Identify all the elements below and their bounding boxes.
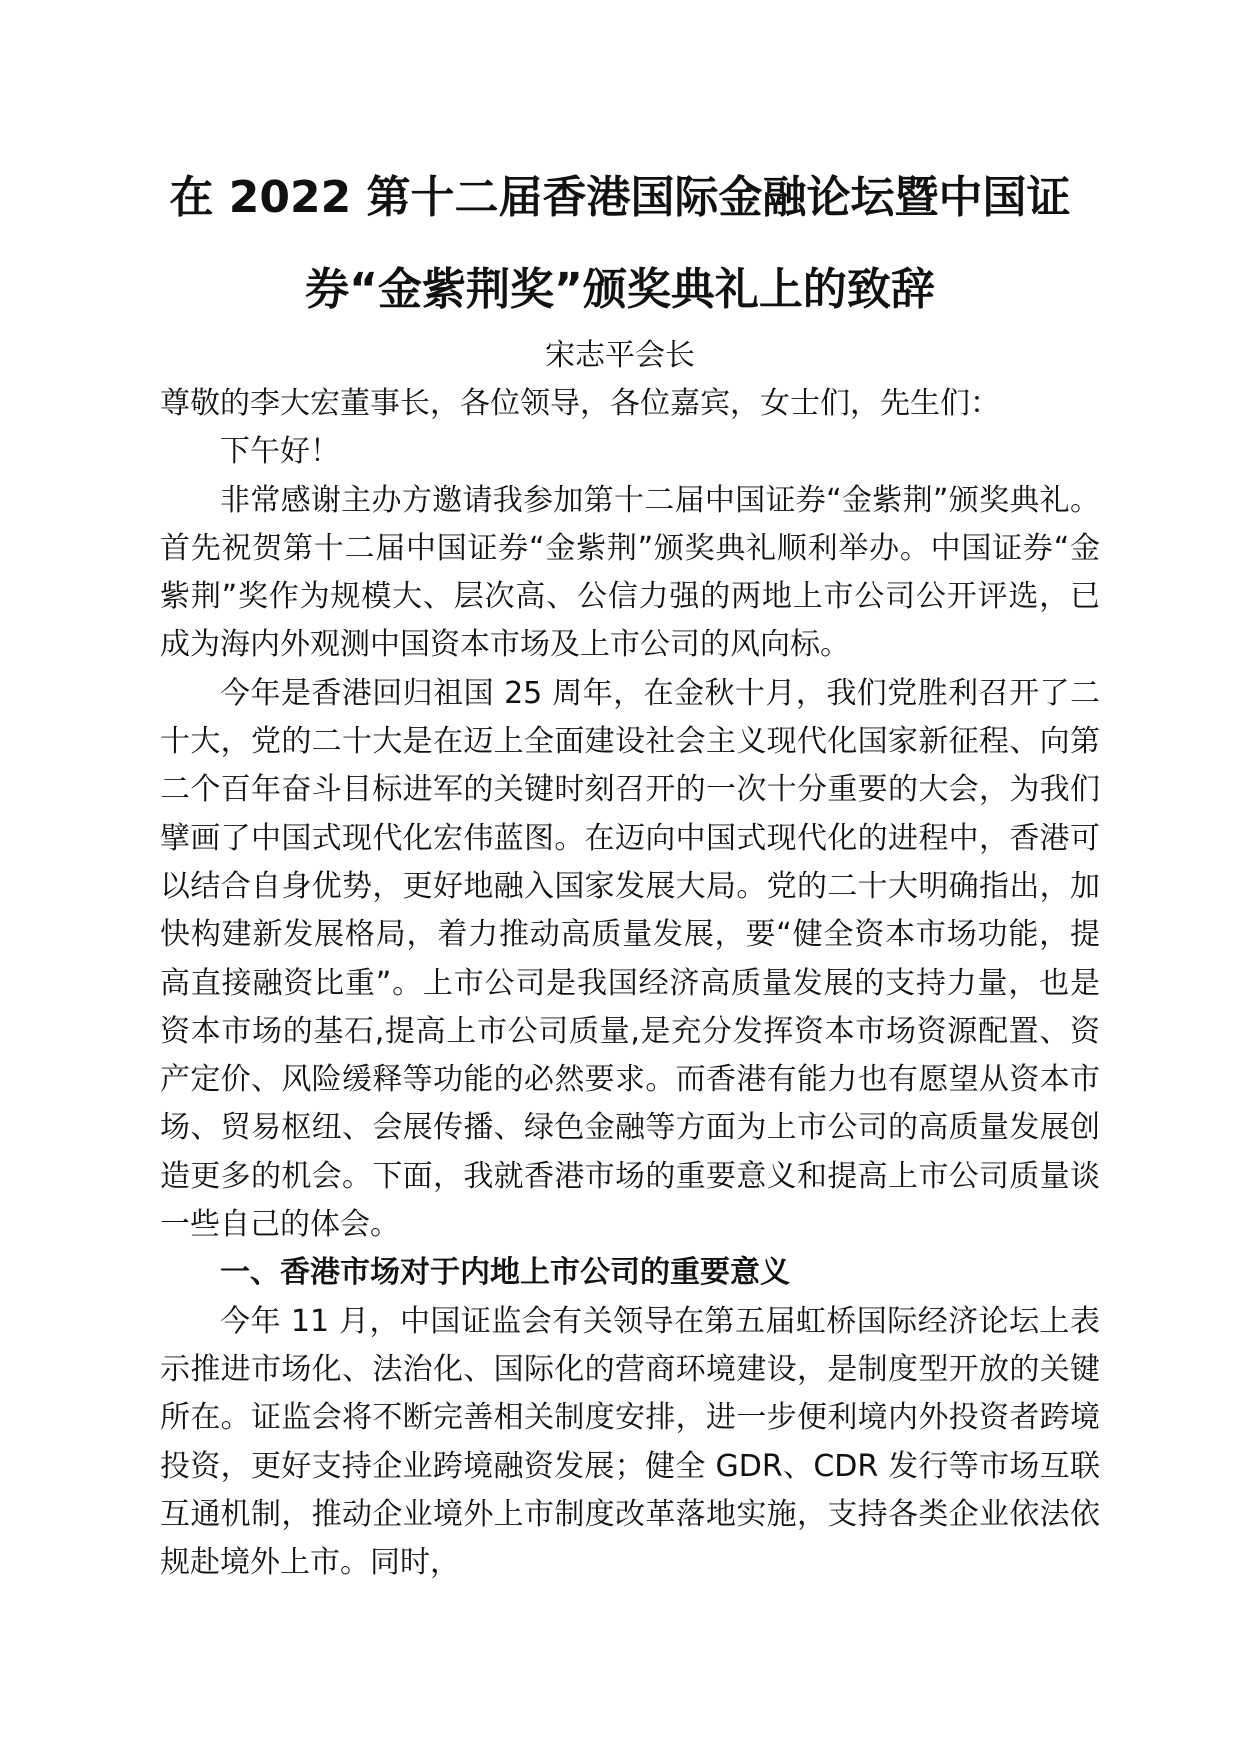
greeting: 下午好！: [220, 434, 340, 470]
author: 宋志平会长: [545, 338, 695, 373]
paragraph-1: 非常感谢主办方邀请我参加第十二届中国证券“金紫荆”颁奖典礼。首先祝贺第十二届中国证券“金紫荆”颁奖典礼顺利举办。中国证券“金紫荆”奖作为规模大、层次高、公信力强的两地上市公司公开评选，已成为海内外观测中国资本市场及上市公司的风向标。: [160, 482, 1100, 663]
document-body: [160, 380, 1100, 1587]
title-line-1: 在 2022 第十二届香港国际金融论坛暨中国证: [169, 172, 1071, 223]
section-heading-1: 一、香港市场对于内地上市公司的重要意义: [220, 1255, 790, 1291]
title-line-2: 券“金紫荆奖”颁奖典礼上的致辞: [305, 264, 935, 315]
paragraph-3: 今年 11 月，中国证监会有关领导在第五届虹桥国际经济论坛上表示推进市场化、法治化、国际化的营商环境建设，是制度型开放的关键所在。证监会将不断完善相关制度安排，进一步便利境内外投资者跨境投资，更好支持企业跨境融资发展；健全 GDR、CDR 发行等市场互联互通机制，推动企业境外上市制度改革落地实施，支持各类企业依法依规赴境外上市。同时，: [160, 1303, 1100, 1581]
paragraph-2: 今年是香港回归祖国 25 周年，在金秋十月，我们党胜利召开了二十大，党的二十大是在迈上全面建设社会主义现代化国家新征程、向第二个百年奋斗目标进军的关键时刻召开的一次十分重要的大会，为我们擘画了中国式现代化宏伟蓝图。在迈向中国式现代化的进程中，香港可以结合自身优势，更好地融入国家发展大局。党的二十大明确指出，加快构建新发展格局，着力推动高质量发展，要“健全资本市场功能，提高直接融资比重”。上市公司是我国经济高质量发展的支持力量，也是资本市场的基石,提高上市公司质量,是充分发挥资本市场资源配置、资产定价、风险缓释等功能的必然要求。而香港有能力也有愿望从资本市场、贸易枢纽、会展传播、绿色金融等方面为上市公司的高质量发展创造更多的机会。下面，我就香港市场的重要意义和提高上市公司质量谈一些自己的体会。: [160, 675, 1100, 1243]
salutation: 尊敬的李大宏董事长，各位领导，各位嘉宾，女士们，先生们：: [160, 386, 1000, 421]
